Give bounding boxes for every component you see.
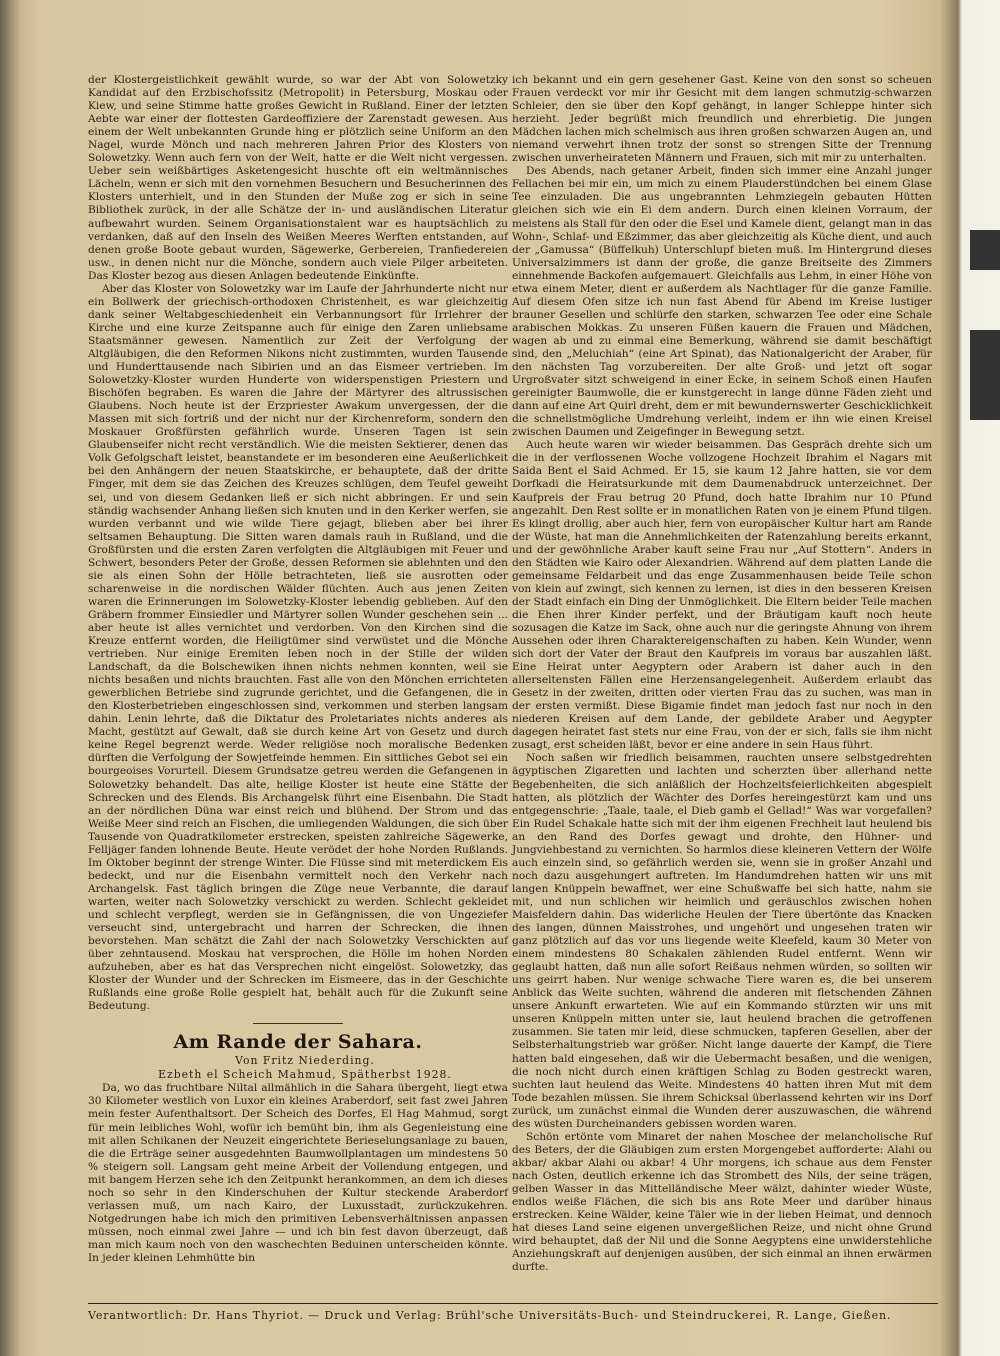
left-paragraph: der Klostergeistlichkeit gewählt wurde, so war der Abt von Solowetzky Kandidat auf den Erzbischofssitz (Metropolit) in Petersburg, Moskau oder Kiew, und seine Stimme hatte großes Gewicht in Rußland. Einer der letzten Aebte war einer der flottesten Gardeoffiziere der Zarenstadt gewesen. Aus einem der Welt unbekannten Grunde hing er plötzlich seine Uniform an den Nagel, wurde Mönch und nach mehreren Jahren Prior des Klosters von Solowetzky. Wenn auch fern von der Welt, hatte er die Welt nicht vergessen. Ueber sein weißbärtiges Asketengesicht huschte oft ein weltmännisches Lächeln, wenn er sich mit den vornehmen Besuchern und Besucherinnen des Klosters unterhielt, und in den Stunden der Muße zog er sich in seine Bibliothek zurück, in der alle Schätze der in- und ausländischen Literatur aufbewahrt wurden. Seinem Organisationstalent war es hauptsächlich zu verdanken, daß auf den Inseln des Weißen Meeres Werften entstanden, auf denen große Boote gebaut wurden, Sägewerke, Gerbereien, Tranfiedereien usw., in denen nicht nur die Mönche, sondern auch viele Pilger arbeiteten. Das Kloster bezog aus diesen Anlagen bedeutende Einkünfte. (88, 74, 508, 282)
imprint-footer: Verantwortlich: Dr. Hans Thyriot. — Druck und Verlag: Brühl'sche Universitäts-Buch- und Steindruckerei, R. Lange, Gießen. (88, 1303, 938, 1322)
adjacent-page-mark (970, 230, 1000, 270)
right-paragraph: Noch saßen wir friedlich beisammen, rauchten unsere selbstgedrehten ägyptischen Zigaretten und lachten und scherzten über allerhand nette Begebenheiten, die sich anläßlich der Hochzeitsfeierlichkeiten abgespielt hatten, als plötzlich der Wächter des Dorfes hereingestürzt kam und uns entgegenschrie: „Taale, taale, el Dieb gamb el Gellad!“ Was war vorgefallen? Ein Rudel Schakale hatte sich mit der ihm eigenen Frechheit laut heulend bis an den Rand des Dorfes gewagt und drohte, den Hühner- und Jungviehbestand zu vernichten. So harmlos diese kleineren Vettern der Wölfe auch einzeln sind, so gefährlich werden sie, wenn sie in großer Anzahl und noch dazu ausgehungert auftreten. Im Handumdrehen hatten wir uns mit langen Knüppeln bewaffnet, wer eine Schußwaffe bei sich hatte, nahm sie mit, und nun schlichen wir heimlich und geräuschlos zwischen hohen Maisfeldern dahin. Das widerliche Heulen der Tiere übertönte das Knacken des langen, dünnen Maisstrohes, und ungehört und ungesehen traten wir ganz plötzlich auf das vor uns liegende weite Kleefeld, kaum 30 Meter von einem mindestens 80 Schakalen zählenden Rudel entfernt. Wenn wir geglaubt hatten, daß nun alle sofort Reißaus nehmen würden, so sollten wir uns geirrt haben. Nur wenige schwache Tiere waren es, die bei unserem Anblick das Weite suchten, während die anderen mit fletschenden Zähnen unsere Ankunft erwarteten. Wie auf ein Kommando stürzten wir uns mit unseren Knüppeln mitten unter sie, laut heulend brachen die getroffenen zusammen. Sie taten mir leid, diese schmucken, tapferen Gesellen, aber der Selbsterhaltungstrieb war größer. Nicht lange dauerte der Kampf, die Tiere hatten bald eingesehen, daß wir die Uebermacht besaßen, und die wenigen, die noch nicht durch einen kräftigen Schlag zu Boden gestreckt waren, suchten laut heulend das Weite. Mindestens 40 hatten ihren Mut mit dem Tode bezahlen müssen. Sie ihrem Schicksal überlassend kehrten wir ins Dorf zurück, um zunächst einmal die Wunden derer auszuwaschen, die während des wüsten Durcheinanders gebissen worden waren. (512, 752, 932, 1130)
left-column (88, 74, 508, 1265)
right-column (512, 74, 932, 1274)
right-paragraph: Des Abends, nach getaner Arbeit, finden sich immer eine Anzahl junger Fellachen bei mir ein, um mich zu einem Plauderstündchen bei einem Glase Tee einzuladen. Die aus ungebrannten Lehmziegeln gebauten Hütten gleichen sich wie ein Ei dem andern. Durch einen kleinen Vorraum, der meistens als Stall für den oder die Esel und Kamele dient, gelangt man in das Wohn-, Schlaf- und Eßzimmer, das aber gleichzeitig als Küche dient, und auch der „Gamussa“ (Büffelkuh) Unterschlupf bieten muß. Im Hintergrund dieses Universalzimmers ist dann der große, die ganze Breitseite des Zimmers einnehmende Backofen aufgemauert. Gleichfalls aus Lehm, in einer Höhe von etwa einem Meter, dient er außerdem als Nachtlager für die ganze Familie. Auf diesem Ofen sitze ich nun fast Abend für Abend im Kreise lustiger brauner Gesellen und schlürfe den starken, schwarzen Tee oder eine Schale arabischen Mokkas. Zu unseren Füßen kauern die Frauen und Mädchen, wagen ab und zu einmal eine Bemerkung, während sie damit beschäftigt sind, den „Meluchiah“ (eine Art Spinat), das Nationalgericht der Araber, für den nächsten Tag vorzubereiten. Der alte Groß- und jetzt oft sogar Urgroßvater sitzt schweigend in einer Ecke, in seinem Schoß einen Haufen gereinigter Baumwolle, die er kunstgerecht in lange dünne Fäden zieht und dann auf eine Art Quirl dreht, dem er mit bewundernswerter Geschicklichkeit die schnellstmögliche Umdrehung verleiht, indem er ihn wie einen Kreisel zwischen Daumen und Zeigefinger in Bewegung setzt. (512, 165, 932, 439)
article-title: Am Rande der Sahara. (173, 1031, 423, 1054)
right-paragraph: Auch heute waren wir wieder beisammen. Das Gespräch drehte sich um die in der verflossenen Woche vollzogene Hochzeit Ibrahim el Nagars mit Saida Bent el Said Achmed. Er 15, sie kaum 12 Jahre hatten, sie vor dem Dorfkadi die Heiratsurkunde mit dem Daumenabdruck unterzeichnet. Der Kaufpreis der Frau betrug 20 Pfund, doch hatte Ibrahim nur 10 Pfund angezahlt. Den Rest sollte er in monatlichen Raten von je einem Pfund tilgen. Es klingt drollig, aber auch hier, fern von europäischer Kultur hart am Rande der Wüste, hat man die Annehmlichkeiten der Ratenzahlung bereits erkannt, und der gewöhnliche Araber kauft seine Frau nur „Auf Stottern“. Anders in den Städten wie Kairo oder Alexandrien. Während auf dem platten Lande die gemeinsame Feldarbeit und das enge Zusammenhausen beide Teile schon von klein auf zwingt, sich kennen zu lernen, ist dies in den besseren Kreisen der Stadt einfach ein Ding der Unmöglichkeit. Die Eltern beider Teile machen die Ehen ihrer Kinder perfekt, und der Bräutigam kauft noch heute sozusagen die Katze im Sack, ohne auch nur die geringste Ahnung von ihrem Aussehen oder ihren Charaktereigenschaften zu haben. Kein Wunder, wenn sich dort der Vater der Braut den Kaufpreis im voraus bar auszahlen läßt. Eine Heirat unter Aegyptern oder Arabern ist daher auch in den allerseltensten Fällen eine Herzensangelegenheit. Außerdem erlaubt das Gesetz in der zweiten, dritten oder vierten Frau das zu suchen, was man in der ersten vermißt. Diese Bigamie findet man jedoch fast nur noch in den niederen Kreisen auf dem Lande, der gebildete Araber und Aegypter dagegen heiratet fast stets nur eine Frau, von der er sich, falls sie ihm nicht zusagt, erst scheiden läßt, bevor er eine andere in sein Haus führt. (512, 439, 932, 752)
article-paragraph: Da, wo das fruchtbare Niltal allmählich in die Sahara übergeht, liegt etwa 30 Kilometer westlich von Luxor ein kleines Araberdorf, seit fast zwei Jahren mein fester Aufenthaltsort. Der Scheich des Dorfes, El Hag Mahmud, sorgt für mein leibliches Wohl, wofür ich bemüht bin, ihm als Gegenleistung eine mit allen Schikanen der Neuzeit eingerichtete Berieselungsanlage zu bauen, die die Erträge seiner ausgedehnten Baumwollplantagen um mindestens 50 % steigern soll. Langsam geht meine Arbeit der Vollendung entgegen, und mit bangem Herzen sehe ich den Zeitpunkt herankommen, an dem ich dieses noch so sehr in den Kinderschuhen der Kultur steckende Araberdorf verlassen muß, um nach Kairo, der Luxusstadt, zurückzukehren. Notgedrungen habe ich mich den primitiven Lebensverhältnissen anpassen müssen, noch einmal zwei Jahre — und ich bin fest davon überzeugt, daß man mich kaum noch von den waschechten Beduinen unterscheiden könnte. In jeder kleinen Lehmhütte bin (88, 1082, 508, 1264)
adjacent-page-mark (970, 330, 1000, 420)
article-byline: Von Fritz Niederding. (235, 1054, 375, 1068)
right-paragraph: Schön ertönte vom Minaret der nahen Moschee der melancholische Ruf des Beters, der die Gläubigen zum ersten Morgengebet aufforderte: Alahi ou akbar/ akbar Alahi ou akbar! 4 Uhr morgens, ich schaue aus dem Fenster nach Osten, deutlich erkenne ich das Strombett des Nils, der seine trägen, gelben Wasser in das Mittelländische Meer wälzt, dahinter wieder Wüste, endlos weiße Flächen, die sich bis ans Rote Meer und darüber hinaus erstrecken. Keine Wälder, keine Täler wie in der lieben Heimat, und dennoch hat dieses Land seine eigenen unvergeßlichen Reize, und nicht ohne Grund wird behauptet, daß der Nil und die Sonne Aegyptens eine unwiderstehliche Anziehungskraft auf denjenigen ausüben, der sich einmal an ihnen erwärmen durfte. (512, 1130, 932, 1274)
article-dateline: Ezbeth el Scheich Mahmud, Spätherbst 1928. (158, 1068, 452, 1082)
left-paragraph: Aber das Kloster von Solowetzky war im Laufe der Jahrhunderte nicht nur ein Bollwerk der griechisch-orthodoxen Christenheit, es war gleichzeitig dank seiner Weltabgeschiedenheit ein Verbannungsort für Irrlehrer der Kirche und eine kurze Zeitspanne auch für einige den Zaren unliebsame Staatsmänner gewesen. Namentlich zur Zeit der Verfolgung der Altgläubigen, die den Reformen Nikons nicht zustimmten, wurden Tausende und Hunderttausende nach Sibirien und an das Eismeer vertrieben. Im Solowetzky-Kloster wurden Hunderte von widerspenstigen Priestern und Bischöfen begraben. Es waren die Jahre der Märtyrer des altrussischen Glaubens. Noch heute ist der Erzpriester Awakum unvergessen, der die Massen mit sich fortriß und der nicht nur der Kirchenreform, sondern den Moskauer Großfürsten gefährlich wurde. Unseren Tagen ist sein Glaubenseifer nicht recht verständlich. Wie die meisten Sektierer, denen das Volk Gefolgschaft leistet, beanstandete er im besonderen eine Aeußerlichkeit bei den Anhängern der neuen Staatskirche, er behauptete, daß der dritte Finger, mit dem sie das Zeichen des Kreuzes schlügen, dem Teufel geweiht sei, und von diesem Gedanken ließ er sich nicht abbringen. Er und sein ständig wachsender Anhang ließen sich knuten und in den Kerker werfen, sie wurden verbannt und wie wilde Tiere gejagt, blieben aber bei ihrer seltsamen Behauptung. Die Sitten waren damals rauh in Rußland, und die Großfürsten und die ersten Zaren verfolgten die Altgläubigen mit Feuer und Schwert, besonders Peter der Große, dessen Reformen sie ablehnten und den sie als einen Sohn der Hölle betrachteten, ließ sie ausrotten oder scharenweise in die nordischen Wälder flüchten. Auch aus jenen Zeiten waren die Erinnerungen im Solowetzky-Kloster lebendig geblieben. Auf den Gräbern frommer Einsiedler und Märtyrer sollen Wunder geschehen sein ... aber heute ist alles vernichtet und verdorben. Von den Kirchen sind die Kreuze entfernt worden, die Heiligtümer sind verwüstet und die Mönche vertrieben. Nur einige Eremiten leben noch in der Stille der wilden Landschaft, da die Bolschewiken ihnen nichts nehmen konnten, weil sie nichts besaßen und nichts brauchten. Fast alle von den Mönchen errichteten gewerblichen Betriebe sind zugrunde gerichtet, und die Gefangenen, die in den Klosterbetrieben eingeschlossen sind, verkommen und sterben langsam dahin. Lenin lehrte, daß die Diktatur des Proletariates nichts anderes als Macht, gestützt auf Gewalt, daß sie durch keine Art von Gesetz und durch keine Regel begrenzt werde. Weder religiöse noch moralische Bedenken dürften die Verfolgung der Sowjetfeinde hemmen. Ein sittliches Gebot sei ein bourgeoises Vorurteil. Diesem Grundsatze getreu werden die Gefangenen in Solowetzky behandelt. Das alte, heilige Kloster ist heute eine Stätte der Schrecken und des Elends. Bis Archangelsk führt eine Eisenbahn. Die Stadt an der nördlichen Düna war einst reich und blühend. Der Strom und das Weiße Meer sind reich an Fischen, die umliegenden Waldungen, die sich über Tausende von Quadratkilometer erstrecken, speisten zahlreiche Sägewerke, Felljäger fanden lohnende Beute. Heute verödet der hohe Norden Rußlands. Im Oktober beginnt der strenge Winter. Die Flüsse sind mit meterdickem Eis bedeckt, und nur die Eisenbahn vermittelt noch den Verkehr nach Archangelsk. Fast täglich bringen die Züge neue Verbannte, die darauf warten, weiter nach Solowetzky verschickt zu werden. Schlecht gekleidet und schlecht verpflegt, werden sie in Gefängnissen, die von Ungeziefer verseucht sind, untergebracht und harren der Schrecken, die ihnen bevorstehen. Man schätzt die Zahl der nach Solowetzky Verschickten auf über zehntausend. Moskau hat versprochen, die Hölle im hohen Norden aufzuheben, aber es hat das Versprechen nicht eingelöst. Solowetzky, das Kloster der Wunder und der Schrecken im Eismeere, das in der Geschichte Rußlands eine große Rolle gespielt hat, behält auch für die Zukunft seine Bedeutung. (88, 282, 508, 1013)
right-paragraph: ich bekannt und ein gern gesehener Gast. Keine von den sonst so scheuen Frauen verdeckt vor mir ihr Gesicht mit dem langen schmutzig-schwarzen Schleier, den sie über den Kopf gehängt, in langer Schleppe hinter sich herzieht. Jeder begrüßt mich freundlich und ehrerbietig. Die jungen Mädchen lachen mich schelmisch aus ihren großen schwarzen Augen an, und niemand verwehrt ihnen trotz der sonst so strengen Sitte der Trennung zwischen unverheirateten Männern und Frauen, sich mit mir zu unterhalten. (512, 74, 932, 165)
section-divider (253, 1023, 343, 1024)
adjacent-page-edge (962, 0, 1000, 1356)
